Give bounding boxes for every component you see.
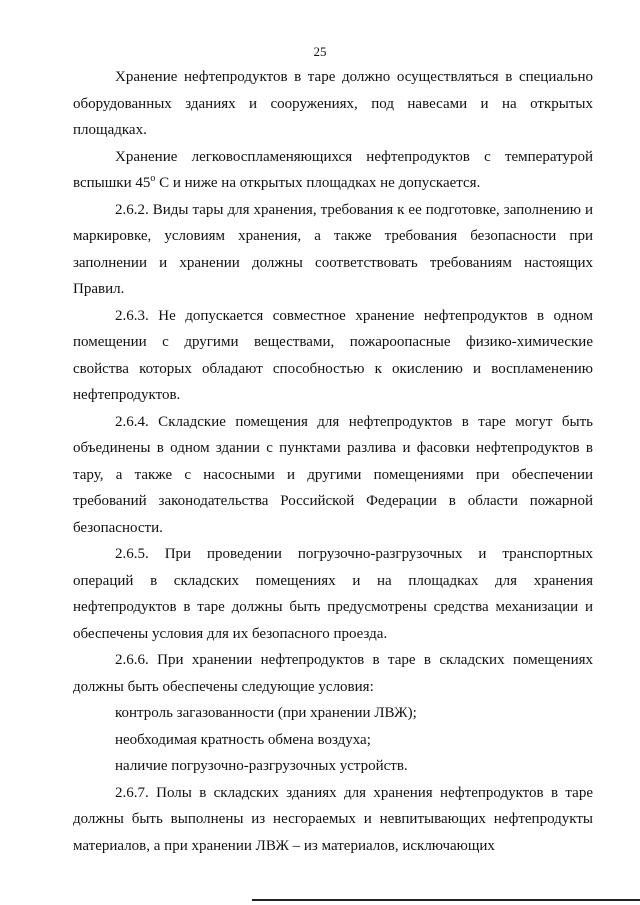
paragraph-flammable-storage bbox=[73, 144, 593, 197]
list-item: необходимая кратность обмена воздуха; bbox=[115, 731, 371, 748]
paragraph-2-6-5: 2.6.5. При проведении погрузочно-разгрузочных и транспортных операций в складских помещениях и на площадках для хранения нефтепродуктов в таре должны быть предусмотрены средства механизации и обеспечены условия для их безопасного проезда. bbox=[73, 546, 593, 642]
scan-edge-line bbox=[252, 899, 640, 901]
paragraph-2-6-3: 2.6.3. Не допускается совместное хранение нефтепродуктов в одном помещении с другими веществами, пожароопасные физико-химические свойства которых обладают способностью к окислению и воспламенению нефтепродуктов. bbox=[73, 307, 593, 403]
paragraph-storage-in-containers: Хранение нефтепродуктов в таре должно осуществляться в специально оборудованных зданиях и сооружениях, под навесами и на открытых площадках. bbox=[73, 69, 593, 138]
paragraph-2-6-4: 2.6.4. Складские помещения для нефтепродуктов в таре могут быть объединены в одном здании с пунктами разлива и фасовки нефтепродуктов в тару, а также с насосными и другими помещениями при обеспечении требований законодательства Российской Федерации в области пожарной безопасности. bbox=[73, 413, 593, 536]
page-number: 25 bbox=[313, 44, 327, 59]
paragraph-2-6-6: 2.6.6. При хранении нефтепродуктов в таре в складских помещениях должны быть обеспечены следующие условия: bbox=[73, 652, 593, 695]
list-item: наличие погрузочно-разгрузочных устройств. bbox=[115, 758, 408, 774]
paragraph-2-6-2: 2.6.2. Виды тары для хранения, требования к ее подготовке, заполнению и маркировке, условиям хранения, а также требования безопасности при заполнении и хранении должны соответствовать требованиям настоящих Правил. bbox=[73, 201, 593, 297]
paragraph-flammable-text-end: C и ниже на открытых площадках не допускается. bbox=[155, 175, 481, 191]
document-body bbox=[73, 64, 593, 859]
paragraph-flammable-text-start: Хранение легковоспламеняющихся нефтепродуктов с температурой вспышки 45 bbox=[73, 148, 593, 191]
list-item: контроль загазованности (при хранении ЛВЖ); bbox=[115, 705, 417, 721]
degree-superscript: o bbox=[150, 173, 156, 184]
paragraph-2-6-7: 2.6.7. Полы в складских зданиях для хранения нефтепродуктов в таре должны быть выполнены из несгораемых и невпитывающих нефтепродукты материалов, а при хранении ЛВЖ – из материалов, исключающих bbox=[73, 784, 593, 854]
